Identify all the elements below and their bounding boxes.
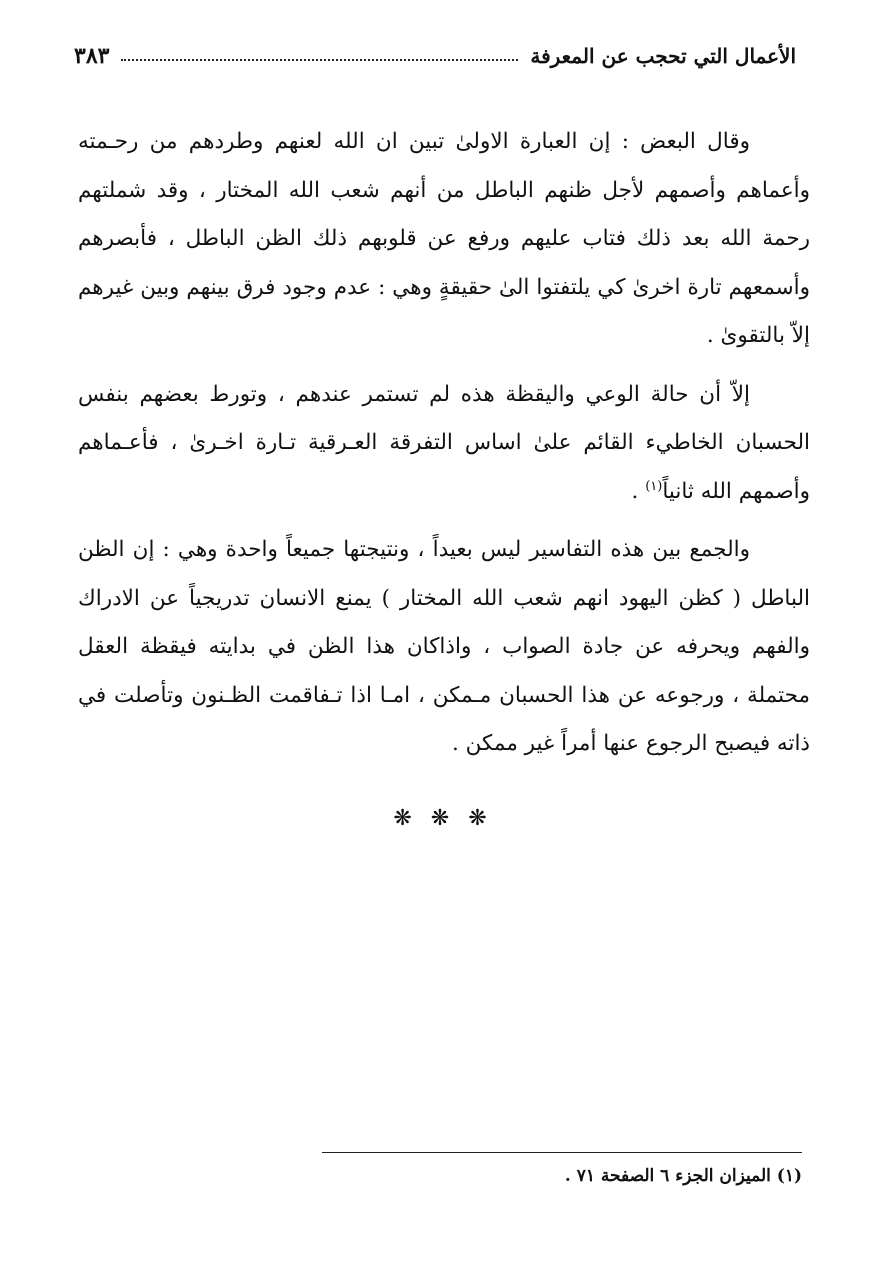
body-text — [78, 118, 810, 779]
paragraph-text: وقال البعض : إن العبارة الاولىٰ تبين ان الله لعنهم وطردهم من رحـمته وأعماهم وأصمهم لأجل ظنهم الباطل من أنهم شعب الله المختار ، وقد شملتهم رحمة الله بعد ذلك فتاب عليهم ورفع عن قلوبهم ذلك الظن الباطل ، فأبصرهم وأسمعهم تارة اخرىٰ كي يلتفتوا الىٰ حقيقةٍ وهي : عدم وجود فرق بينهم وبين غيرهم إلاّ بالتقوىٰ . — [78, 129, 810, 348]
footnote-divider — [322, 1152, 802, 1153]
section-separator: ❋ ❋ ❋ — [393, 806, 493, 831]
leader-dots — [121, 59, 518, 61]
paragraph — [78, 371, 810, 517]
paragraph-end: . — [631, 478, 646, 504]
paragraph — [78, 526, 810, 769]
footnote: (١) الميزان الجزء ٦ الصفحة ٧١ . — [564, 1166, 802, 1186]
paragraph-text: والجمع بين هذه التفاسير ليس بعيداً ، ونتيجتها جميعاً واحدة وهي : إن الظن الباطل ( كظن اليهود انهم شعب الله المختار ) يمنع الانسان تدريجياً عن الادراك والفهم ويحرفه عن جادة الصواب ، واذاكان هذا الظن في بدايته فيقظة العقل محتملة ، ورجوعه عن هذا الحسبان مـمكن ، امـا اذا تـفاقمت الظـنون وتأصلت في ذاته فيصبح الرجوع عنها أمراً غير ممكن . — [78, 537, 810, 756]
running-header — [74, 36, 796, 76]
footnote-reference[interactable]: (١) — [645, 478, 663, 494]
paragraph — [78, 118, 810, 361]
chapter-title: الأعمال التي تحجب عن المعرفة — [530, 44, 796, 68]
paragraph-text: إلاّ أن حالة الوعي واليقظة هذه لم تستمر عندهم ، وتورط بعضهم بنفس الحسبان الخاطيء القائم علىٰ اساس التفرقة العـرقية تـارة اخـرىٰ ، فأعـماهم وأصمهم الله ثانياً — [78, 381, 810, 504]
page-number: ٣٨٣ — [74, 43, 110, 69]
